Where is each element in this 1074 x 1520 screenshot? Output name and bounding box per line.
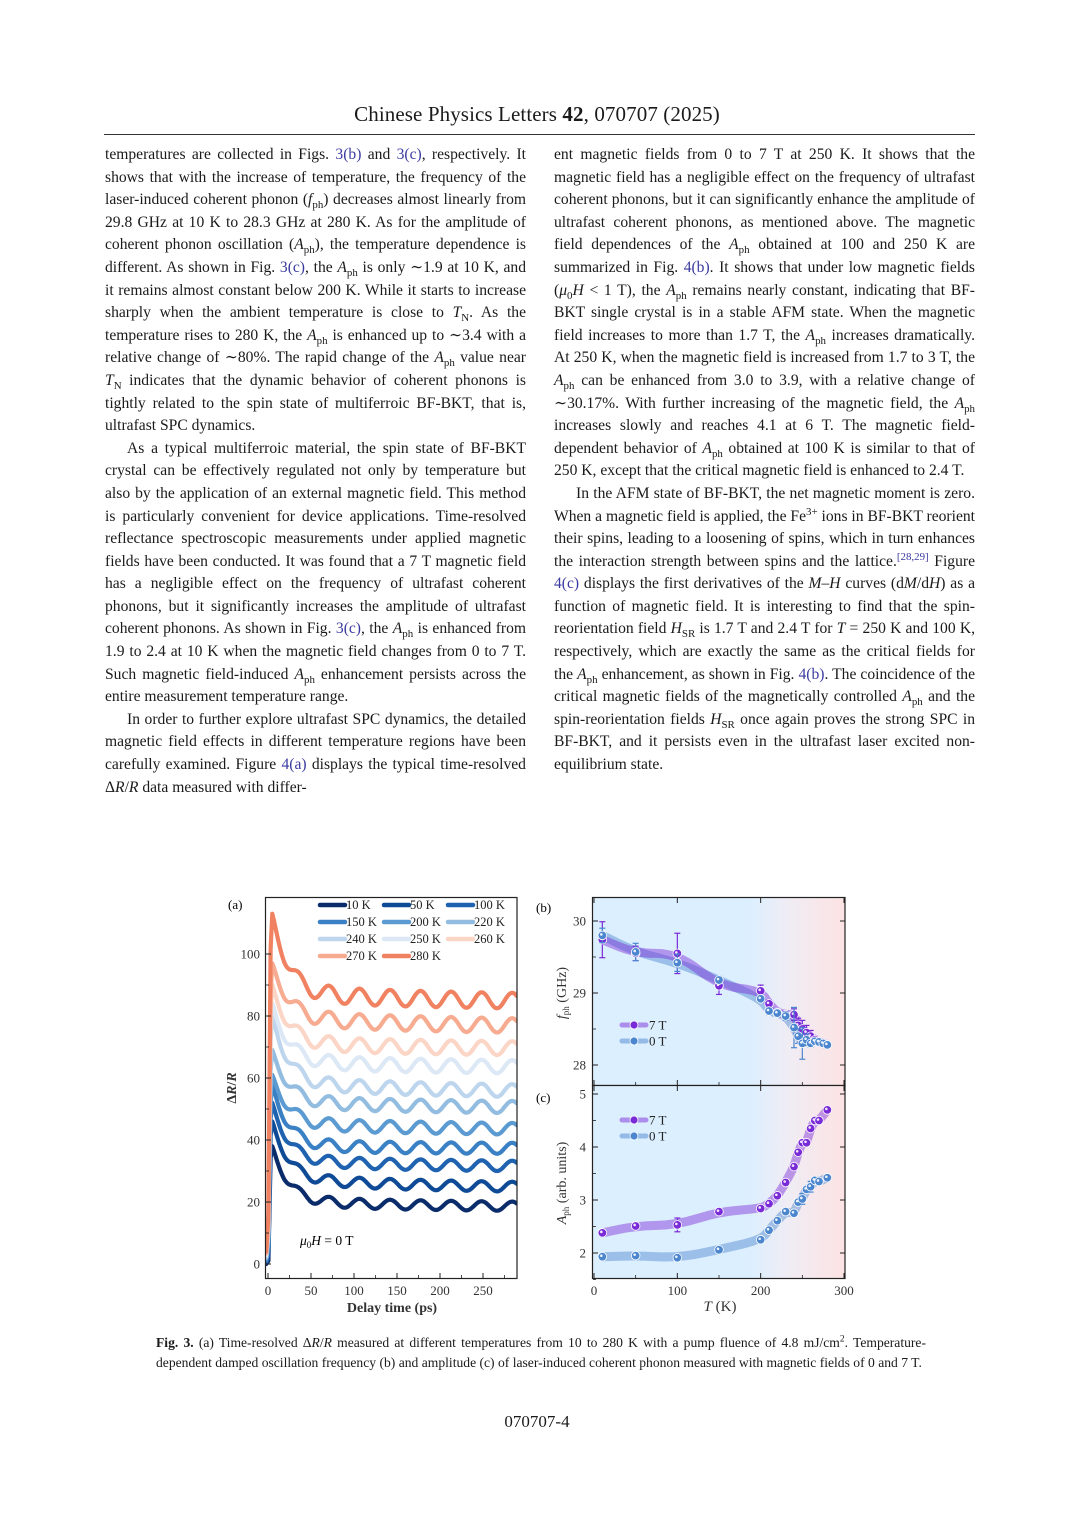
text-run: N	[461, 312, 470, 325]
legend-label: 7 T	[649, 1017, 667, 1033]
legend-label: 150 K	[346, 915, 377, 929]
x-tick-label: 200	[750, 1283, 771, 1298]
text-run: R	[115, 778, 125, 796]
data-point-7t	[715, 1207, 724, 1216]
text-run: H	[710, 710, 722, 728]
text-run: is only ∼1.9 at 10 K, and it remains almost constant below 200 K. While it starts to increase sharply when the ambient temperature is close to	[105, 258, 527, 322]
text-run: R	[128, 778, 139, 796]
journal-volume: 42	[562, 102, 584, 126]
text-run: indicates that the dynamic behavior of coherent phonons is tightly related to the spin state of multiferroic BF-BKT, that is, ultrafast SPC dynamics.	[105, 371, 526, 435]
paragraph	[105, 144, 526, 438]
data-point-highlight	[600, 933, 603, 936]
data-point-highlight	[825, 1108, 828, 1111]
text-run: f	[308, 191, 313, 209]
text-run: enhancement persists across the entire measurement temperature range.	[105, 665, 526, 706]
data-point-highlight	[804, 1038, 807, 1041]
data-point-7t	[673, 1221, 682, 1230]
panel-b-label: (b)	[536, 900, 552, 915]
legend-label: 50 K	[410, 898, 435, 912]
data-point-0t	[715, 1246, 724, 1255]
text-run: A	[307, 326, 317, 344]
text-run: enhancement, as shown in Fig.	[597, 665, 799, 683]
legend-label: 240 K	[346, 932, 377, 946]
text-run: SR	[681, 628, 696, 641]
text-run: < 1 T), the	[583, 281, 667, 299]
data-point-0t	[798, 1195, 807, 1204]
data-point-highlight	[804, 1030, 807, 1033]
data-point-0t	[790, 1209, 799, 1218]
data-point-0t	[815, 1177, 824, 1186]
data-point-highlight	[796, 1150, 799, 1153]
data-point-highlight	[758, 996, 761, 999]
data-point-highlight	[775, 1193, 778, 1196]
data-point-0t	[781, 1012, 790, 1021]
text-run: M	[808, 575, 822, 593]
legend-marker	[630, 1132, 638, 1140]
text-run: 3+	[806, 505, 818, 518]
text-run: A	[702, 439, 712, 457]
text-run: displays the typical time-resolved Δ	[105, 756, 526, 796]
text-run: ) as a function of magnetic field. It is interesting to find that the spin-reorientation field	[554, 575, 976, 638]
y-tick-label: 40	[247, 1132, 260, 1148]
right-text-column	[554, 144, 975, 777]
data-point-7t	[790, 1162, 799, 1171]
legend-label: 7 T	[649, 1112, 667, 1128]
data-point-highlight	[767, 1009, 770, 1012]
text-run: A	[294, 236, 304, 254]
text-run: ph	[815, 334, 826, 347]
data-point-0t	[631, 1251, 640, 1260]
text-run: remains nearly constant, indicating that BF-BKT single crystal is in a stable AFM state. When the magnetic field increases to more than 1.7 T, the	[554, 281, 976, 344]
data-point-highlight	[675, 1223, 678, 1226]
data-point-highlight	[792, 1164, 795, 1167]
data-point-0t	[715, 976, 724, 985]
data-point-highlight	[775, 1011, 778, 1014]
y-tick-label: 5	[579, 1086, 586, 1102]
text-run: data measured with differ-	[138, 778, 307, 796]
text-run: = 250 K and 100 K, respectively, which are exactly the same as the critical fields for the	[554, 620, 975, 683]
x-tick-label: 150	[387, 1283, 407, 1298]
legend-label: 220 K	[474, 915, 505, 929]
legend-label: 250 K	[410, 932, 441, 946]
text-run: , the	[361, 620, 393, 638]
text-run: ph	[563, 380, 575, 393]
data-point-7t	[806, 1124, 815, 1133]
data-point-7t	[756, 1204, 765, 1213]
text-run: A	[294, 665, 305, 683]
data-point-highlight	[758, 989, 761, 992]
data-point-highlight	[767, 1201, 770, 1204]
data-point-0t	[598, 1252, 607, 1261]
data-point-highlight	[717, 1248, 720, 1251]
caption-text: . Temperature-dependent damped oscillation frequency (b) and amplitude (c) of laser-induced coherent phonon measured with magnetic fields of 0 and 7 T.	[156, 1335, 926, 1370]
text-run: obtained at 100 K is similar to that of 250 K, except that the critical magnetic field is enhanced to 2.4 T.	[554, 439, 975, 480]
data-point-0t	[673, 1253, 682, 1262]
paragraph	[554, 483, 975, 777]
data-point-highlight	[767, 1002, 770, 1005]
data-point-0t	[673, 958, 682, 967]
legend-label: 0 T	[649, 1128, 667, 1144]
text-run: In order to further explore ultrafast SPC dynamics, the detailed magnetic field effects in different temperature regions have been carefully examined. Figure	[105, 710, 526, 774]
text-run: is 1.7 T and 2.4 T for	[695, 620, 837, 638]
panel-a-xlabel: Delay time (ps)	[346, 1301, 438, 1316]
panel-a-series-group	[266, 914, 516, 1264]
y-tick-label: 2	[579, 1245, 586, 1261]
x-tick-label: 200	[430, 1283, 450, 1298]
cross-reference-link[interactable]: 4(a)	[281, 756, 307, 774]
data-point-highlight	[675, 960, 678, 963]
text-run: ph	[443, 357, 455, 370]
paragraph	[105, 709, 526, 799]
cross-reference-link[interactable]: [28,29]	[896, 550, 929, 563]
data-point-highlight	[796, 1034, 799, 1037]
panel-a-legend	[320, 898, 505, 963]
y-tick-label: 60	[247, 1070, 260, 1086]
data-point-0t	[765, 1007, 774, 1016]
data-point-7t	[781, 1178, 790, 1187]
panel-a	[225, 897, 517, 1316]
data-point-0t	[631, 948, 640, 957]
cross-reference-link[interactable]: 3(b)	[335, 146, 362, 163]
text-run: curves (d	[840, 575, 904, 593]
text-run: ph	[964, 402, 975, 415]
text-run: H	[829, 575, 841, 593]
text-run: can be enhanced from 3.0 to 3.9, with a relative change of ∼30.17%. With further increasing of the magnetic field, the	[554, 371, 975, 412]
data-point-0t	[781, 1207, 790, 1216]
data-point-highlight	[600, 1254, 603, 1257]
text-run: μ	[559, 281, 568, 299]
text-run: Figure	[928, 552, 975, 570]
x-tick-label: 50	[304, 1283, 318, 1298]
text-run: ph	[312, 199, 324, 212]
x-tick-label: 100	[344, 1283, 364, 1298]
data-point-0t	[823, 1173, 832, 1182]
panel-b-ylabel: $f_{ph}$ (GHz)	[555, 966, 571, 1020]
text-run: ph	[675, 289, 687, 302]
data-point-highlight	[800, 1197, 803, 1200]
text-run: is enhanced up to ∼3.4 with a relative change of ∼80%. The rapid change of the	[105, 326, 526, 367]
text-run: ph	[402, 628, 414, 641]
text-run: M	[903, 575, 917, 593]
data-point-0t	[598, 931, 607, 940]
data-point-highlight	[783, 1209, 786, 1212]
data-point-0t	[773, 1009, 782, 1018]
text-run: N	[113, 380, 122, 393]
legend-marker	[630, 1037, 638, 1045]
legend-label: 100 K	[474, 898, 505, 912]
caption-sup: 2	[839, 1334, 845, 1345]
data-point-0t	[823, 1041, 832, 1050]
cross-reference-link[interactable]: 3(c)	[279, 258, 305, 276]
text-run: , the	[305, 258, 338, 276]
text-run: and the spin-reorientation fields	[554, 688, 975, 728]
text-run: once again proves the strong SPC in BF-BKT, and it persists even in the ultrafast laser excited non-equilibrium state.	[554, 710, 976, 774]
journal-name: Chinese Physics Letters	[354, 102, 558, 126]
data-point-7t	[802, 1138, 811, 1147]
legend-label: 260 K	[474, 932, 505, 946]
text-run: A	[902, 688, 912, 706]
text-run: ions in BF-BKT reorient their spins, leading to a loosening of spins, which in turn enhances the interaction strength between spins and the lattice.	[554, 507, 976, 570]
text-run: ph	[586, 673, 598, 686]
series-line-270k	[266, 963, 516, 1253]
text-run: SR	[721, 718, 735, 731]
data-point-7t	[598, 1229, 607, 1238]
data-point-highlight	[808, 1126, 811, 1129]
legend-label: 270 K	[346, 949, 377, 963]
data-point-0t	[756, 994, 765, 1003]
caption-text: measured at different temperatures from 10 to 280 K with a pump fluence of 4.8 mJ/cm	[331, 1335, 840, 1350]
data-point-highlight	[783, 1180, 786, 1183]
cross-reference-link[interactable]: 4(c)	[554, 575, 580, 593]
data-point-0t	[790, 1023, 799, 1032]
text-run: displays the first derivatives of the	[579, 575, 809, 593]
data-point-7t	[794, 1148, 803, 1157]
data-point-highlight	[817, 1179, 820, 1182]
text-run: –	[821, 575, 830, 593]
legend-label: 280 K	[410, 949, 441, 963]
legend-label: 200 K	[410, 915, 441, 929]
x-tick-label: 250	[473, 1283, 493, 1298]
text-run: H	[572, 281, 584, 299]
panel-a-label: (a)	[228, 897, 243, 912]
text-run: ) decreases almost linearly from 29.8 GHz at 10 K to 28.3 GHz at 280 K. As for the amplitude of coherent phonon oscillation (	[105, 191, 526, 254]
y-tick-label: 0	[253, 1256, 260, 1272]
legend-label: 0 T	[649, 1033, 667, 1049]
data-point-highlight	[758, 1206, 761, 1209]
text-run: increases dramatically. At 250 K, when the magnetic field is increased from 1.7 to 3 T, the	[554, 326, 975, 367]
data-point-0t	[773, 1216, 782, 1225]
data-point-highlight	[633, 950, 636, 953]
cross-reference-link[interactable]: 3(c)	[396, 146, 422, 163]
data-point-0t	[756, 1235, 765, 1244]
data-point-highlight	[767, 1228, 770, 1231]
header-rule	[104, 134, 975, 135]
page-number: 070707-4	[504, 1412, 570, 1431]
cross-reference-link[interactable]: 4(b)	[798, 665, 825, 683]
caption-text: (a) Time-resolved Δ	[193, 1335, 312, 1350]
text-run: . The coincidence of the critical magnetic fields of the magnetically controlled	[554, 665, 975, 706]
panel-a-ylabel: ΔR/R	[225, 1072, 240, 1104]
text-run: increases slowly and reaches 4.1 at 6 T. The magnetic field-dependent behavior of	[554, 417, 975, 457]
data-point-highlight	[775, 1218, 778, 1221]
text-run: obtained at 100 and 250 K are summarized in Fig.	[554, 236, 975, 276]
data-point-highlight	[675, 1255, 678, 1258]
text-run: H	[929, 575, 941, 593]
legend-label: 10 K	[346, 898, 371, 912]
caption-text: /	[319, 1335, 324, 1350]
text-run: T	[452, 304, 462, 322]
text-run: T	[836, 620, 846, 638]
article-number: , 070707 (2025)	[583, 102, 720, 126]
figure-caption: Fig. 3. (a) Time-resolved ΔR/R measured at different temperatures from 10 to 280 K with a pump fluence of 4.8 $mJ/cm^2$. Temperature-dependent damped oscillation frequency (b) and amplitude (c) of laser-induced coherent phonon measured with magnetic fields of 0 and 7 T.	[156, 1334, 926, 1370]
x-tick-label: 0	[590, 1283, 598, 1298]
panel-c-ylabel: $A_{ph}$ (arb. units)	[555, 1141, 571, 1225]
panel-c-xlabel: T (K)	[703, 1299, 737, 1315]
data-point-highlight	[717, 978, 720, 981]
data-point-highlight	[600, 1231, 603, 1234]
text-run: ph	[316, 334, 328, 347]
x-tick-label: 0	[264, 1283, 272, 1298]
y-tick-label: 29	[573, 985, 586, 1001]
text-run: temperatures are collected in Figs.	[105, 146, 336, 163]
text-run: H	[670, 620, 682, 638]
cross-reference-link[interactable]: 4(b)	[683, 258, 710, 276]
text-run: . It shows that under low magnetic fields (	[554, 258, 975, 299]
text-run: A	[666, 281, 676, 299]
panel-a-annotation: $\mu_0H = 0$ T	[300, 1233, 354, 1250]
y-tick-label: 30	[573, 913, 586, 929]
text-run: is enhanced from 1.9 to 2.4 at 10 K when the magnetic field changes from 0 to 7 T. Such magnetic field-induced	[105, 620, 527, 683]
text-run: value near	[454, 349, 526, 367]
y-tick-label: 20	[247, 1194, 260, 1210]
text-run: A	[392, 620, 403, 638]
legend-marker	[630, 1021, 638, 1029]
data-point-0t	[765, 1226, 774, 1235]
data-point-7t	[823, 1106, 832, 1115]
data-point-highlight	[717, 1209, 720, 1212]
data-point-7t	[773, 1191, 782, 1200]
text-run: A	[805, 326, 816, 344]
panel-c	[536, 1086, 854, 1316]
text-run: /d	[916, 575, 930, 593]
text-run: As a typical multiferroic material, the spin state of BF-BKT crystal can be effectively regulated not only by temperature but also by the application of an external magnetic field. This method is particularly convenient for device applications. Time-resolved reflectance spectroscopic measurements under applied magnetic fields have been conducted. It was found that a 7 T magnetic field has a negligible effect on the frequency of ultrafast coherent phonons, but it significantly increases the amplitude of ultrafast coherent phonons. As shown in Fig.	[105, 439, 526, 638]
text-run: ph	[304, 673, 315, 686]
data-point-highlight	[633, 1253, 636, 1256]
text-run: , respectively. It shows that with the increase of temperature, the frequency of the laser-induced coherent phonon (	[105, 146, 526, 209]
text-run: ent magnetic fields from 0 to 7 T at 250 K. It shows that the magnetic field has a negligible effect on the frequency of ultrafast coherent phonons, but it can significantly enhance the amplitude of ultrafast coherent phonons, as mentioned above. The magnetic field dependences of the	[554, 146, 975, 254]
data-point-highlight	[825, 1175, 828, 1178]
data-point-highlight	[808, 1184, 811, 1187]
text-run: ph	[711, 447, 723, 460]
text-run: In the AFM state of BF-BKT, the net magnetic moment is zero. When a magnetic field is applied, the Fe	[554, 484, 975, 525]
legend-marker	[630, 1116, 638, 1124]
text-run: and	[361, 146, 397, 163]
text-run: . As the temperature rises to 280 K, the	[105, 304, 526, 344]
y-tick-label: 80	[247, 1008, 260, 1024]
data-point-highlight	[817, 1118, 820, 1121]
running-header	[0, 102, 1074, 127]
x-tick-label: 100	[667, 1283, 688, 1298]
text-run: ph	[346, 267, 358, 280]
y-tick-label: 4	[579, 1139, 586, 1155]
text-run: A	[577, 665, 587, 683]
data-point-7t	[815, 1116, 824, 1125]
data-point-highlight	[792, 1211, 795, 1214]
y-tick-label: 28	[573, 1057, 586, 1073]
text-run: A	[337, 258, 347, 276]
panel-c-label: (c)	[536, 1090, 551, 1105]
x-tick-label: 300	[834, 1283, 854, 1298]
data-point-highlight	[792, 1025, 795, 1028]
y-tick-label: 100	[240, 946, 260, 962]
data-point-highlight	[633, 1224, 636, 1227]
text-run: ), the temperature dependence is different. As shown in Fig.	[105, 236, 526, 276]
text-run: T	[105, 371, 114, 389]
text-run: A	[729, 236, 739, 254]
cross-reference-link[interactable]: 3(c)	[335, 620, 361, 638]
text-run: ph	[738, 244, 750, 257]
data-point-highlight	[758, 1237, 761, 1240]
data-point-7t	[765, 1199, 774, 1208]
text-run: A	[554, 371, 564, 389]
paragraph	[554, 144, 975, 483]
text-run: ph	[303, 244, 315, 257]
text-run: A	[954, 394, 965, 412]
text-run: ph	[911, 696, 923, 709]
text-run: A	[434, 349, 444, 367]
data-point-highlight	[804, 1140, 807, 1143]
text-run: /	[124, 778, 129, 796]
y-tick-label: 3	[579, 1192, 586, 1208]
caption-label: Fig. 3.	[156, 1335, 194, 1350]
data-point-7t	[631, 1222, 640, 1231]
text-run: 0	[567, 289, 573, 302]
data-point-highlight	[825, 1043, 828, 1046]
data-point-7t	[756, 987, 765, 996]
data-point-highlight	[783, 1014, 786, 1017]
paragraph	[105, 438, 526, 709]
left-text-column	[105, 144, 526, 799]
panel-b	[536, 898, 845, 1086]
data-point-highlight	[675, 951, 678, 954]
